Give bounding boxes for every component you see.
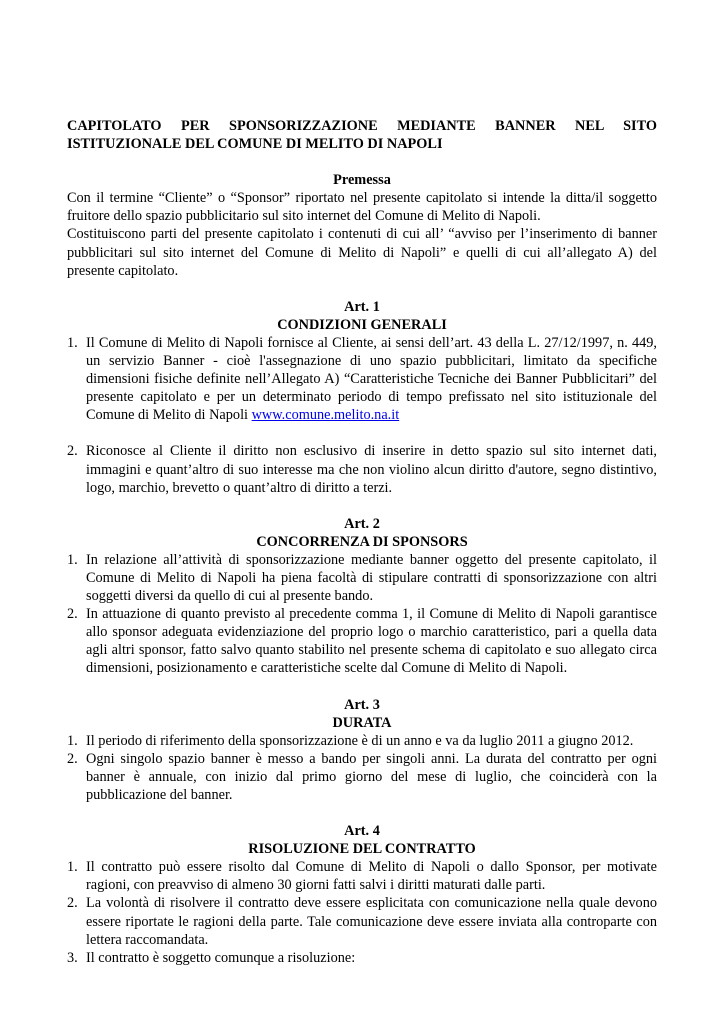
premessa-paragraph-2: Costituiscono parti del presente capitolato i contenuti di cui all’ “avviso per l’inserimento di banner pubblicitari sul sito internet del Comune di Melito di Napoli” e quelli di cui all’allegato A) del presente capitolato. (67, 226, 657, 279)
section-art-2 (67, 515, 657, 678)
art-3-number: Art. 3 (344, 696, 380, 713)
list-item-text: Il periodo di riferimento della sponsorizzazione è di un anno e va da luglio 2011 a giugno 2012. (86, 732, 634, 749)
art-3-list (67, 732, 657, 804)
section-premessa (67, 171, 657, 280)
document-title-line-1: CAPITOLATO PER SPONSORIZZAZIONE MEDIANTE BANNER NEL SITO (67, 118, 657, 134)
section-art-1 (67, 298, 657, 497)
premessa-paragraph-1: Con il termine “Cliente” o “Sponsor” riportato nel presente capitolato si intende la ditta/il soggetto fruitore dello spazio pubblicitario sul sito internet del Comune di Melito di Napoli. (67, 190, 657, 225)
art-2-number: Art. 2 (344, 515, 380, 532)
list-item-number: 1. (67, 334, 78, 351)
list-item (67, 605, 657, 677)
art-3-heading: DURATA (332, 714, 392, 731)
list-item-number: 2. (67, 750, 78, 767)
document-page (67, 117, 657, 967)
list-item-text: Riconosce al Cliente il diritto non esclusivo di inserire in detto spazio sul sito internet dati, immagini e quant’altro di suo interesse ma che non violino alcun diritto d'autore, segno distintivo, logo, marchio, brevetto o quant’altro di diritto a terzi. (86, 443, 657, 496)
section-art-3 (67, 696, 657, 805)
list-item-text: Il contratto è soggetto comunque a risoluzione: (86, 949, 356, 966)
list-item-number: 1. (67, 859, 78, 876)
list-item-number: 1. (67, 551, 78, 568)
list-item-text: Il Comune di Melito di Napoli fornisce al Cliente, ai sensi dell’art. 43 della L. 27/12/1997, n. 449, un servizio Banner - cioè l'assegnazione di uno spazio pubblicitari, limitato da specifiche dimensioni fisiche definite nell’Allegato A) “Caratteristiche Tecniche dei Banner Pubblicitari” del presente capitolato e per un determinato periodo di tempo prefissato nel sito istituzionale del Comune di Melito di Napoli (86, 334, 657, 424)
art-2-list (67, 551, 657, 678)
section-art-4 (67, 822, 657, 967)
document-title (67, 117, 657, 153)
art-4-number: Art. 4 (344, 823, 380, 840)
art-1-number: Art. 1 (344, 298, 380, 315)
list-item-number: 1. (67, 732, 78, 749)
list-item (67, 894, 657, 948)
list-item (67, 442, 657, 496)
art-1-heading: CONDIZIONI GENERALI (277, 316, 447, 333)
list-item-text: La volontà di risolvere il contratto deve essere esplicitata con comunicazione nella quale devono essere riportate le ragioni della parte. Tale comunicazione deve essere inviata alla controparte con lettera raccomandata. (86, 895, 657, 948)
list-item (67, 750, 657, 804)
list-item-number: 2. (67, 895, 78, 912)
list-item-text: In relazione all’attività di sponsorizzazione mediante banner oggetto del presente capitolato, il Comune di Melito di Napoli ha piena facoltà di stipulare contratti di sponsorizzazione con altri soggetti diversi da quello di cui al presente bando. (86, 551, 657, 605)
list-item-text: Ogni singolo spazio banner è messo a bando per singoli anni. La durata del contratto per ogni banner è annuale, con inizio dal primo giorno del mese di luglio, che coinciderà con la pubblicazione del banner. (86, 750, 657, 803)
list-item-text: In attuazione di quanto previsto al precedente comma 1, il Comune di Melito di Napoli garantisce allo sponsor adeguata evidenziazione del proprio logo o marchio caratteristico, pari a quella data agli altri sponsor, fatto salvo quanto stabilito nel presente schema di capitolato e suo allegato circa dimensioni, posizionamento e caratteristiche scelte dal Comune di Melito di Napoli. (86, 606, 657, 677)
list-item-number: 2. (67, 606, 78, 623)
list-item (67, 732, 657, 750)
list-item-number: 3. (67, 949, 78, 966)
document-title-line-2: ISTITUZIONALE DEL COMUNE DI MELITO DI NAPOLI (67, 136, 443, 153)
art-2-heading: CONCORRENZA DI SPONSORS (256, 533, 468, 550)
art-4-heading: RISOLUZIONE DEL CONTRATTO (248, 841, 476, 858)
premessa-heading: Premessa (333, 172, 391, 189)
list-item (67, 858, 657, 894)
list-item (67, 334, 657, 424)
list-item-text: Il contratto può essere risolto dal Comune di Melito di Napoli o dallo Sponsor, per motivate ragioni, con preavviso di almeno 30 giorni fatti salvi i diritti maturati dalle parti. (86, 859, 657, 894)
list-item (67, 551, 657, 605)
comune-website-link[interactable]: www.comune.melito.na.it (251, 407, 400, 424)
list-item-number: 2. (67, 443, 78, 460)
list-item (67, 949, 657, 967)
art-4-list (67, 858, 657, 967)
art-1-list (67, 334, 657, 497)
